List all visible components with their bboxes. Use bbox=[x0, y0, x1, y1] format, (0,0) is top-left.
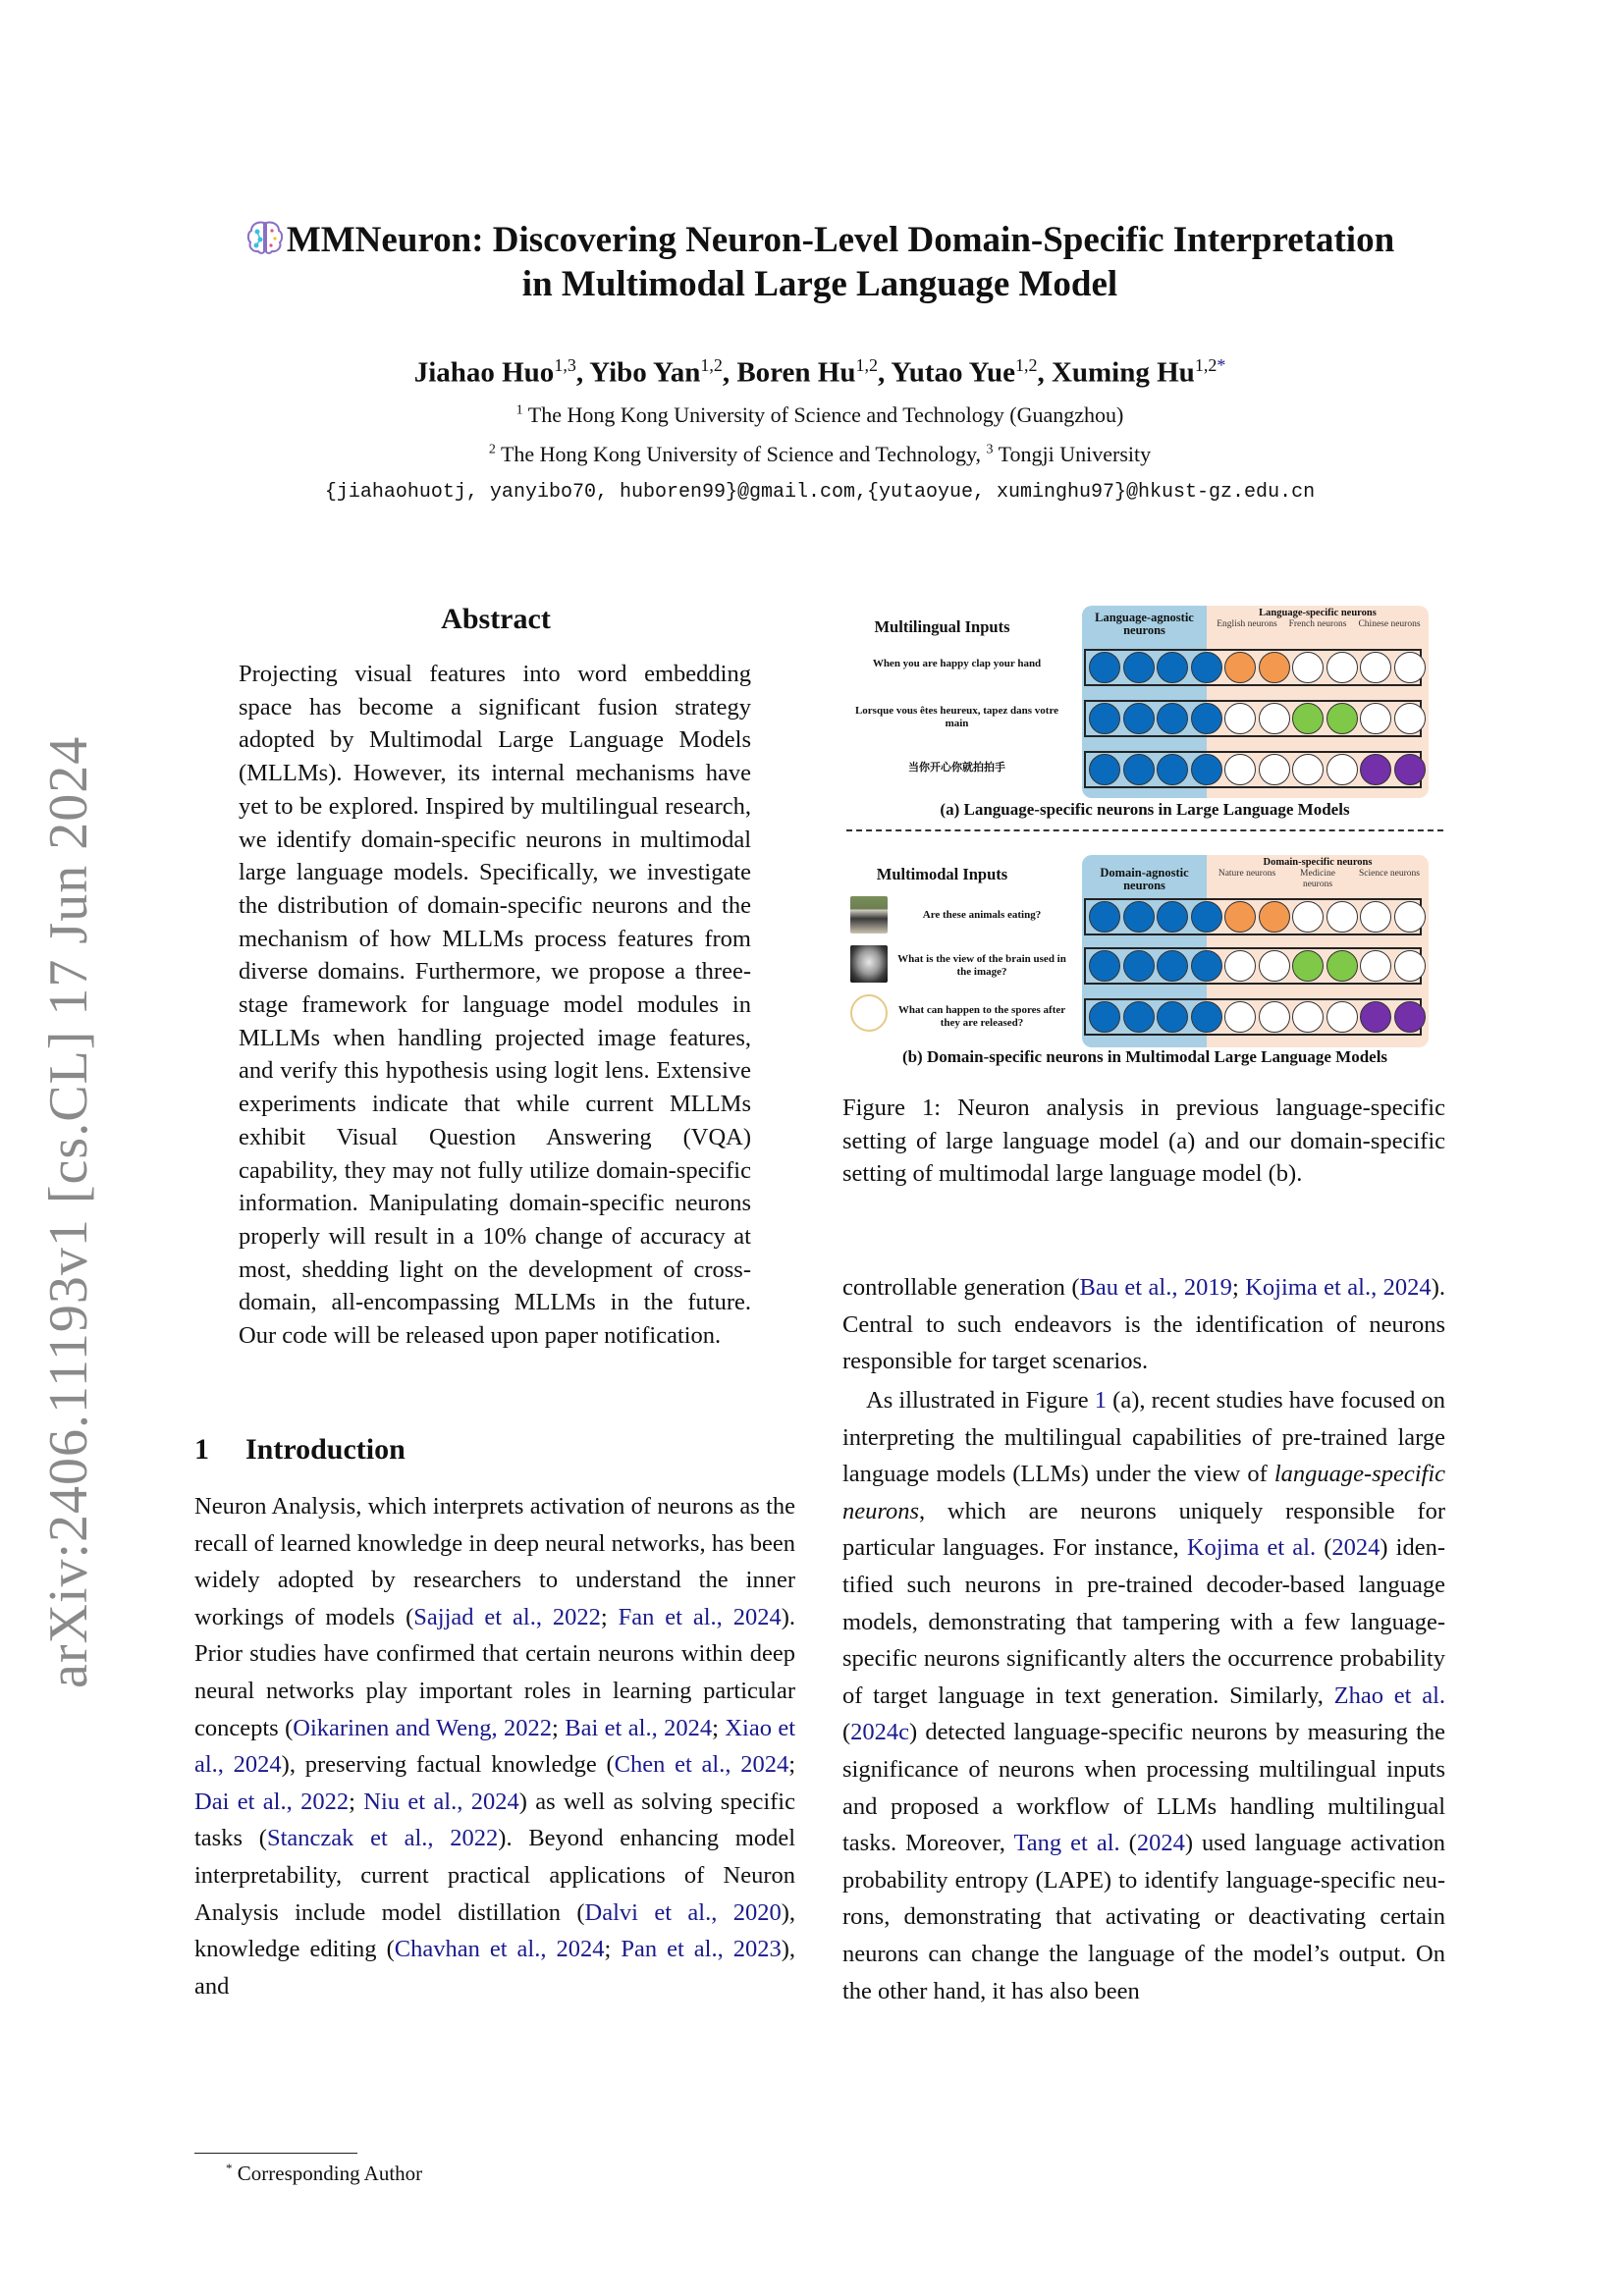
spore-lifecycle-diagram bbox=[850, 994, 888, 1032]
inactive-neuron bbox=[1292, 754, 1324, 785]
citation-link[interactable]: Bai et al., 2024 bbox=[565, 1714, 713, 1741]
active-specific-neuron bbox=[1326, 703, 1358, 734]
active-specific-neuron bbox=[1360, 754, 1391, 785]
inactive-neuron bbox=[1360, 950, 1391, 982]
brain-icon bbox=[245, 218, 285, 257]
citation-link[interactable]: Kojima et al., 2024 bbox=[1245, 1274, 1432, 1301]
figure-panel-b bbox=[846, 847, 1443, 1066]
input-sentence: 当你开心你就拍拍手 bbox=[908, 762, 1005, 774]
paper-title bbox=[187, 218, 1453, 306]
citation-link[interactable]: Chavhan et al., 2024 bbox=[394, 1936, 605, 1963]
inactive-neuron bbox=[1259, 950, 1290, 982]
agnostic-neuron bbox=[1157, 950, 1188, 982]
input-question: What can happen to the spores after they are released? bbox=[897, 1004, 1066, 1029]
citation-link[interactable]: Stanczak et al., 2022 bbox=[266, 1825, 499, 1852]
active-specific-neuron bbox=[1259, 652, 1290, 683]
inactive-neuron bbox=[1394, 703, 1426, 734]
agnostic-neuron bbox=[1089, 754, 1120, 785]
active-specific-neuron bbox=[1326, 950, 1358, 982]
footnote-rule bbox=[194, 2153, 357, 2154]
body-paragraph: As illustrated in Figure 1 (a), recent studies have focused on interpreting the multilingual capabilities of pre-trained large language models (LLMs) under the view of language-specific neurons, which are neurons uniquely responsible for particular languages. For instance, Kojima et al. (2024) identified such neurons in pre-trained decoder-based language models, demonstrating that tampering with a few language-specific neurons significantly alters the occurrence probability of target language in text generation. Similarly, Zhao et al. (2024c) detected language-specific neurons by measuring the significance of neurons when processing multilingual inputs and proposed a workflow of LLMs handling multilingual tasks. Moreover, Tang et al. (2024) used language activation probability entropy (LAPE) to identify language-specific neurons, demonstrating that activating or deactivating certain neurons can change the language of the model’s output. On the other hand, it has also been bbox=[842, 1387, 1445, 2004]
agnostic-neuron bbox=[1191, 950, 1222, 982]
affiliation-2-3: $^2$ The Hong Kong University of Science and Technology, $^3$ Tongji University bbox=[488, 442, 1152, 466]
agnostic-neuron bbox=[1123, 703, 1155, 734]
corresponding-author-mark[interactable]: * bbox=[1217, 355, 1226, 375]
agnostic-neurons-title: Language-agnostic neurons bbox=[1095, 611, 1194, 637]
agnostic-neuron bbox=[1123, 652, 1155, 683]
inactive-neuron bbox=[1292, 1001, 1324, 1033]
abstract-body: Projecting visual features into word embedding space has become a significant fusion strategy adopted by Multimodal Large Language Models (MLLMs). However, its internal mechanisms have yet to be explored. Inspired by multilingual research, we identify domain-specific neurons in multimodal large language models. Specifically, we investigate the distribution of domain-specific neurons and the mechanism of how MLLMs process features from diverse domains. Furthermore, we propose a three-stage framework for language model modules in MLLMs when handling projected image features, and verify this hypothesis using logit lens. Extensive experiments indicate that while current MLLMs exhibit Visual Question Answering (VQA) capability, they may not fully utilize domain-specific information. Manipulating domain-specific neurons properly will result in a 10% change of accuracy at most, shedding light on the development of cross-domain, all-encompassing MLLMs in the future. Our code will be released upon paper notification. bbox=[239, 661, 751, 1350]
citation-link[interactable]: Tang et al. bbox=[1013, 1830, 1120, 1857]
citation-link[interactable]: Fan et al., 2024 bbox=[618, 1603, 782, 1630]
agnostic-neuron bbox=[1123, 1001, 1155, 1033]
agnostic-neuron bbox=[1123, 950, 1155, 982]
neuron-row bbox=[1084, 898, 1422, 935]
group-label: Science neurons bbox=[1359, 869, 1420, 879]
footnote: * Corresponding Author bbox=[226, 2161, 423, 2185]
citation-link[interactable]: Dalvi et al., 2020 bbox=[584, 1898, 782, 1926]
sheep-photo bbox=[850, 896, 888, 934]
inactive-neuron bbox=[1360, 901, 1391, 933]
title-line-2: in Multimodal Large Language Model bbox=[521, 264, 1118, 304]
inactive-neuron bbox=[1224, 754, 1256, 785]
agnostic-neuron bbox=[1157, 754, 1188, 785]
agnostic-neuron bbox=[1089, 703, 1120, 734]
author: Xuming Hu bbox=[1051, 356, 1195, 389]
inactive-neuron bbox=[1292, 901, 1324, 933]
agnostic-neuron bbox=[1157, 901, 1188, 933]
agnostic-neurons-title: Domain-agnostic neurons bbox=[1100, 866, 1189, 892]
citation-link[interactable]: Oikarinen and Weng, 2022 bbox=[293, 1714, 553, 1741]
agnostic-neuron bbox=[1123, 754, 1155, 785]
introduction-paragraph: Neuron Analysis, which interprets activation of neurons as the recall of learned knowledge in deep neural networks, has been widely adopted by researchers to understand the inner workings of models (Sajjad et al., 2022; Fan et al., 2024). Prior studies have confirmed that certain neurons within deep neural networks play important roles in learning particular concepts (Oikarinen and Weng, 2022; Bai et al., 2024; Xiao et al., 2024), preserving factual knowledge (Chen et al., 2024; Dai et al., 2022; Niu et al., 2024) as well as solving specific tasks (Stanczak et al., 2022). Beyond enhancing model interpretability, current practical applications of Neuron Analysis include model distillation (Dalvi et al., 2020), knowledge editing (Chavhan et al., 2024; Pan et al., 2023), and bbox=[194, 1493, 796, 2000]
section-number: 1 bbox=[194, 1433, 209, 1466]
citation-link[interactable]: Xiao et al., 2024 bbox=[194, 1714, 796, 1779]
group-label: Nature neurons bbox=[1218, 869, 1276, 879]
agnostic-neuron bbox=[1157, 1001, 1188, 1033]
specific-neurons-title: Domain-specific neurons bbox=[1263, 857, 1373, 868]
active-specific-neuron bbox=[1394, 754, 1426, 785]
active-specific-neuron bbox=[1224, 901, 1256, 933]
agnostic-neuron bbox=[1157, 703, 1188, 734]
input-sentence: Lorsque vous êtes heureux, tapez dans votre main bbox=[854, 705, 1059, 729]
agnostic-neuron bbox=[1123, 901, 1155, 933]
affiliation-1: $^1$ The Hong Kong University of Science and Technology (Guangzhou) bbox=[515, 402, 1124, 427]
neuron-row bbox=[1084, 751, 1422, 788]
agnostic-neuron bbox=[1191, 754, 1222, 785]
brain-mri-scan bbox=[850, 945, 888, 983]
neuron-row bbox=[1084, 998, 1422, 1036]
citation-link[interactable]: Pan et al., 2023 bbox=[621, 1936, 782, 1963]
group-label: Medicine neurons bbox=[1300, 869, 1335, 889]
inactive-neuron bbox=[1326, 1001, 1358, 1033]
citation-link[interactable]: Bau et al., 2019 bbox=[1079, 1274, 1232, 1301]
section-title: Introduction bbox=[245, 1433, 406, 1466]
neuron-row bbox=[1084, 947, 1422, 985]
inactive-neuron bbox=[1326, 652, 1358, 683]
agnostic-neuron bbox=[1157, 652, 1188, 683]
specific-neurons-title: Language-specific neurons bbox=[1259, 608, 1377, 618]
active-specific-neuron bbox=[1394, 1001, 1426, 1033]
inactive-neuron bbox=[1259, 1001, 1290, 1033]
emphasized-term: language-specific neurons bbox=[842, 1461, 1445, 1524]
title-line-1: MMNeuron: Discovering Neuron-Level Domain-Specific Interpretation bbox=[286, 220, 1395, 260]
neuron-row bbox=[1084, 700, 1422, 737]
author-emails: {jiahaohuotj, yanyibo70, huboren99}@gmail.com,{yutaoyue, xuminghu97}@hkust-gz.edu.cn bbox=[324, 481, 1316, 504]
inactive-neuron bbox=[1394, 950, 1426, 982]
neuron-row bbox=[1084, 649, 1422, 686]
body-paragraph: controllable generation (Bau et al., 2019; Kojima et al., 2024). Central to such endeavors is the identification of neurons responsible for target scenarios. bbox=[842, 1274, 1445, 1375]
agnostic-neuron bbox=[1191, 703, 1222, 734]
input-question: What is the view of the brain used in the image? bbox=[897, 953, 1066, 978]
inactive-neuron bbox=[1224, 703, 1256, 734]
panel-b-caption: (b) Domain-specific neurons in Multimodal Large Language Models bbox=[901, 1047, 1388, 1066]
group-label: French neurons bbox=[1288, 619, 1347, 629]
author: Yibo Yan bbox=[589, 356, 701, 389]
inactive-neuron bbox=[1224, 950, 1256, 982]
citation-link[interactable]: 2024c bbox=[850, 1719, 910, 1746]
inactive-neuron bbox=[1259, 703, 1290, 734]
agnostic-neuron bbox=[1089, 652, 1120, 683]
inactive-neuron bbox=[1326, 754, 1358, 785]
input-question: Are these animals eating? bbox=[922, 909, 1042, 921]
author: Jiahao Huo bbox=[413, 356, 555, 389]
active-specific-neuron bbox=[1259, 901, 1290, 933]
citation-link[interactable]: 1 bbox=[1094, 1387, 1108, 1414]
panel-separator bbox=[846, 829, 1443, 831]
agnostic-neuron bbox=[1089, 901, 1120, 933]
figure-1 bbox=[846, 594, 1443, 1069]
group-label: English neurons bbox=[1217, 619, 1277, 629]
active-specific-neuron bbox=[1292, 950, 1324, 982]
citation-link[interactable]: 2024 bbox=[1331, 1534, 1380, 1562]
author: Boren Hu bbox=[736, 356, 856, 389]
inactive-neuron bbox=[1326, 901, 1358, 933]
agnostic-neuron bbox=[1191, 901, 1222, 933]
active-specific-neuron bbox=[1360, 1001, 1391, 1033]
agnostic-neuron bbox=[1191, 652, 1222, 683]
inactive-neuron bbox=[1292, 652, 1324, 683]
citation-link[interactable]: Kojima et al. bbox=[1186, 1534, 1317, 1562]
inactive-neuron bbox=[1259, 754, 1290, 785]
active-specific-neuron bbox=[1292, 703, 1324, 734]
abstract-heading: Abstract bbox=[441, 603, 551, 635]
agnostic-neuron bbox=[1089, 1001, 1120, 1033]
inactive-neuron bbox=[1360, 652, 1391, 683]
citation-link[interactable]: Zhao et al. bbox=[1333, 1682, 1445, 1709]
arxiv-identifier-stamp: arXiv:2406.11193v1 [cs.CL] 17 Jun 2024 bbox=[38, 735, 99, 1688]
inputs-heading: Multimodal Inputs bbox=[876, 865, 1008, 883]
group-label: Chinese neurons bbox=[1358, 619, 1421, 629]
agnostic-neuron bbox=[1089, 950, 1120, 982]
panel-a-caption: (a) Language-specific neurons in Large Language Models bbox=[940, 800, 1350, 819]
citation-link[interactable]: 2024 bbox=[1136, 1830, 1185, 1857]
citation-link[interactable]: Sajjad et al., 2022 bbox=[413, 1603, 601, 1630]
citation-link[interactable]: Dai et al., 2022 bbox=[194, 1788, 350, 1815]
inactive-neuron bbox=[1394, 652, 1426, 683]
inactive-neuron bbox=[1360, 703, 1391, 734]
figure-panel-a bbox=[846, 594, 1443, 819]
author-list: Jiahao Huo$^{1,3}$, Yibo Yan$^{1,2}$, Boren Hu$^{1,2}$, Yutao Yue$^{1,2}$, Xuming $Hu^{1,2*}$ bbox=[413, 355, 1226, 389]
citation-link[interactable]: Niu et al., 2024 bbox=[363, 1788, 519, 1815]
agnostic-neuron bbox=[1191, 1001, 1222, 1033]
input-sentence: When you are happy clap your hand bbox=[872, 658, 1042, 669]
active-specific-neuron bbox=[1224, 652, 1256, 683]
section-heading-introduction bbox=[194, 1433, 406, 1467]
author: Yutao Yue bbox=[891, 356, 1015, 389]
inactive-neuron bbox=[1394, 901, 1426, 933]
inputs-heading: Multilingual Inputs bbox=[874, 617, 1010, 636]
figure-1-caption: Figure 1: Neuron analysis in previous language-specific setting of large language model (a) and our domain-specific setting of multimodal large language model (b). bbox=[842, 1095, 1445, 1188]
inactive-neuron bbox=[1224, 1001, 1256, 1033]
citation-link[interactable]: Chen et al., 2024 bbox=[614, 1751, 789, 1779]
